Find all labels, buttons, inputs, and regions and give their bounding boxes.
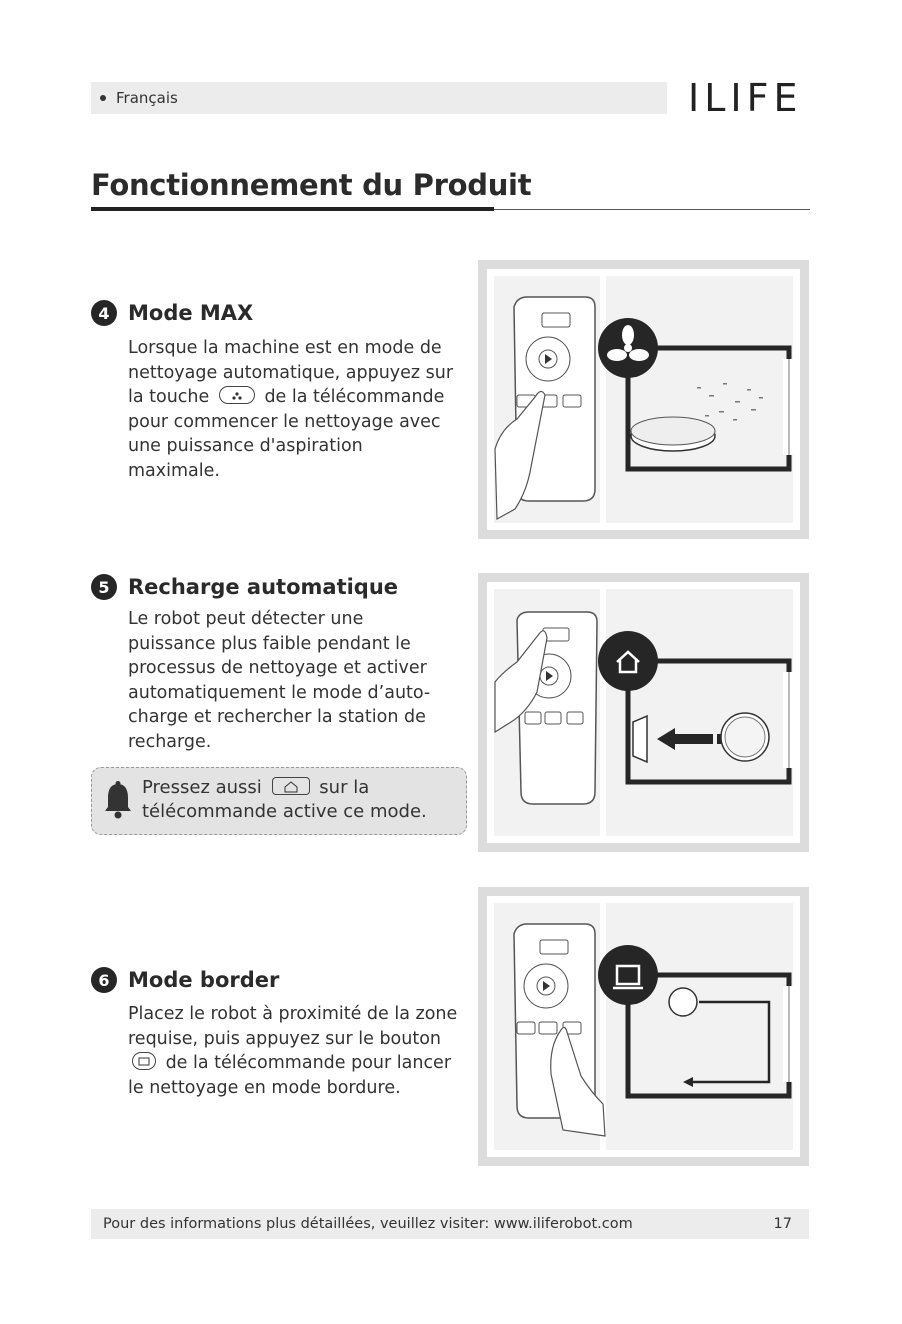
illustration-recharge bbox=[478, 573, 809, 852]
brand-logo: ILIFE bbox=[688, 76, 803, 120]
section-title: Mode MAX bbox=[128, 301, 254, 325]
illustration-border-mode bbox=[478, 887, 809, 1166]
section-border-heading bbox=[91, 967, 279, 993]
fan-button-icon bbox=[219, 386, 255, 404]
title-underline bbox=[91, 207, 494, 211]
page-title: Fonctionnement du Produit bbox=[91, 168, 532, 202]
section-recharge-body: Le robot peut détecter une puissance plus faible pendant le processus de nettoyage et activer automatiquement le mode d’auto-charge et rechercher la station de recharge. bbox=[128, 609, 431, 752]
bell-icon bbox=[102, 780, 134, 820]
section-title: Recharge automatique bbox=[128, 575, 399, 599]
tip-note: Pressez aussi sur la télécommande active ce mode. bbox=[91, 767, 467, 835]
edge-button-icon bbox=[132, 1052, 156, 1070]
section-number: 6 bbox=[91, 967, 117, 993]
section-border-body: Placez le robot à proximité de la zone requise, puis appuyez sur le bouton de la télécommande pour lancer le nettoyage en mode bordure. bbox=[128, 1004, 458, 1098]
language-bar bbox=[91, 82, 667, 114]
page-number: 17 bbox=[773, 1216, 792, 1232]
bullet-icon bbox=[100, 95, 106, 101]
footer-info: Pour des informations plus détaillées, veuillez visiter: www.iliferobot.com bbox=[103, 1216, 633, 1232]
illustration-max-mode bbox=[478, 260, 809, 539]
section-max-body: Lorsque la machine est en mode de nettoyage automatique, appuyez sur la touche de la télécommande pour commencer le nettoyage avec une puissance d'aspiration maximale. bbox=[128, 338, 454, 481]
home-button-icon bbox=[272, 777, 310, 795]
section-number: 5 bbox=[91, 574, 117, 600]
section-title: Mode border bbox=[128, 968, 280, 992]
page-footer bbox=[91, 1209, 809, 1239]
language-label: Français bbox=[116, 89, 178, 107]
title-rule bbox=[494, 209, 810, 210]
section-number: 4 bbox=[91, 300, 117, 326]
section-max-heading bbox=[91, 300, 253, 326]
section-recharge-heading bbox=[91, 574, 398, 600]
